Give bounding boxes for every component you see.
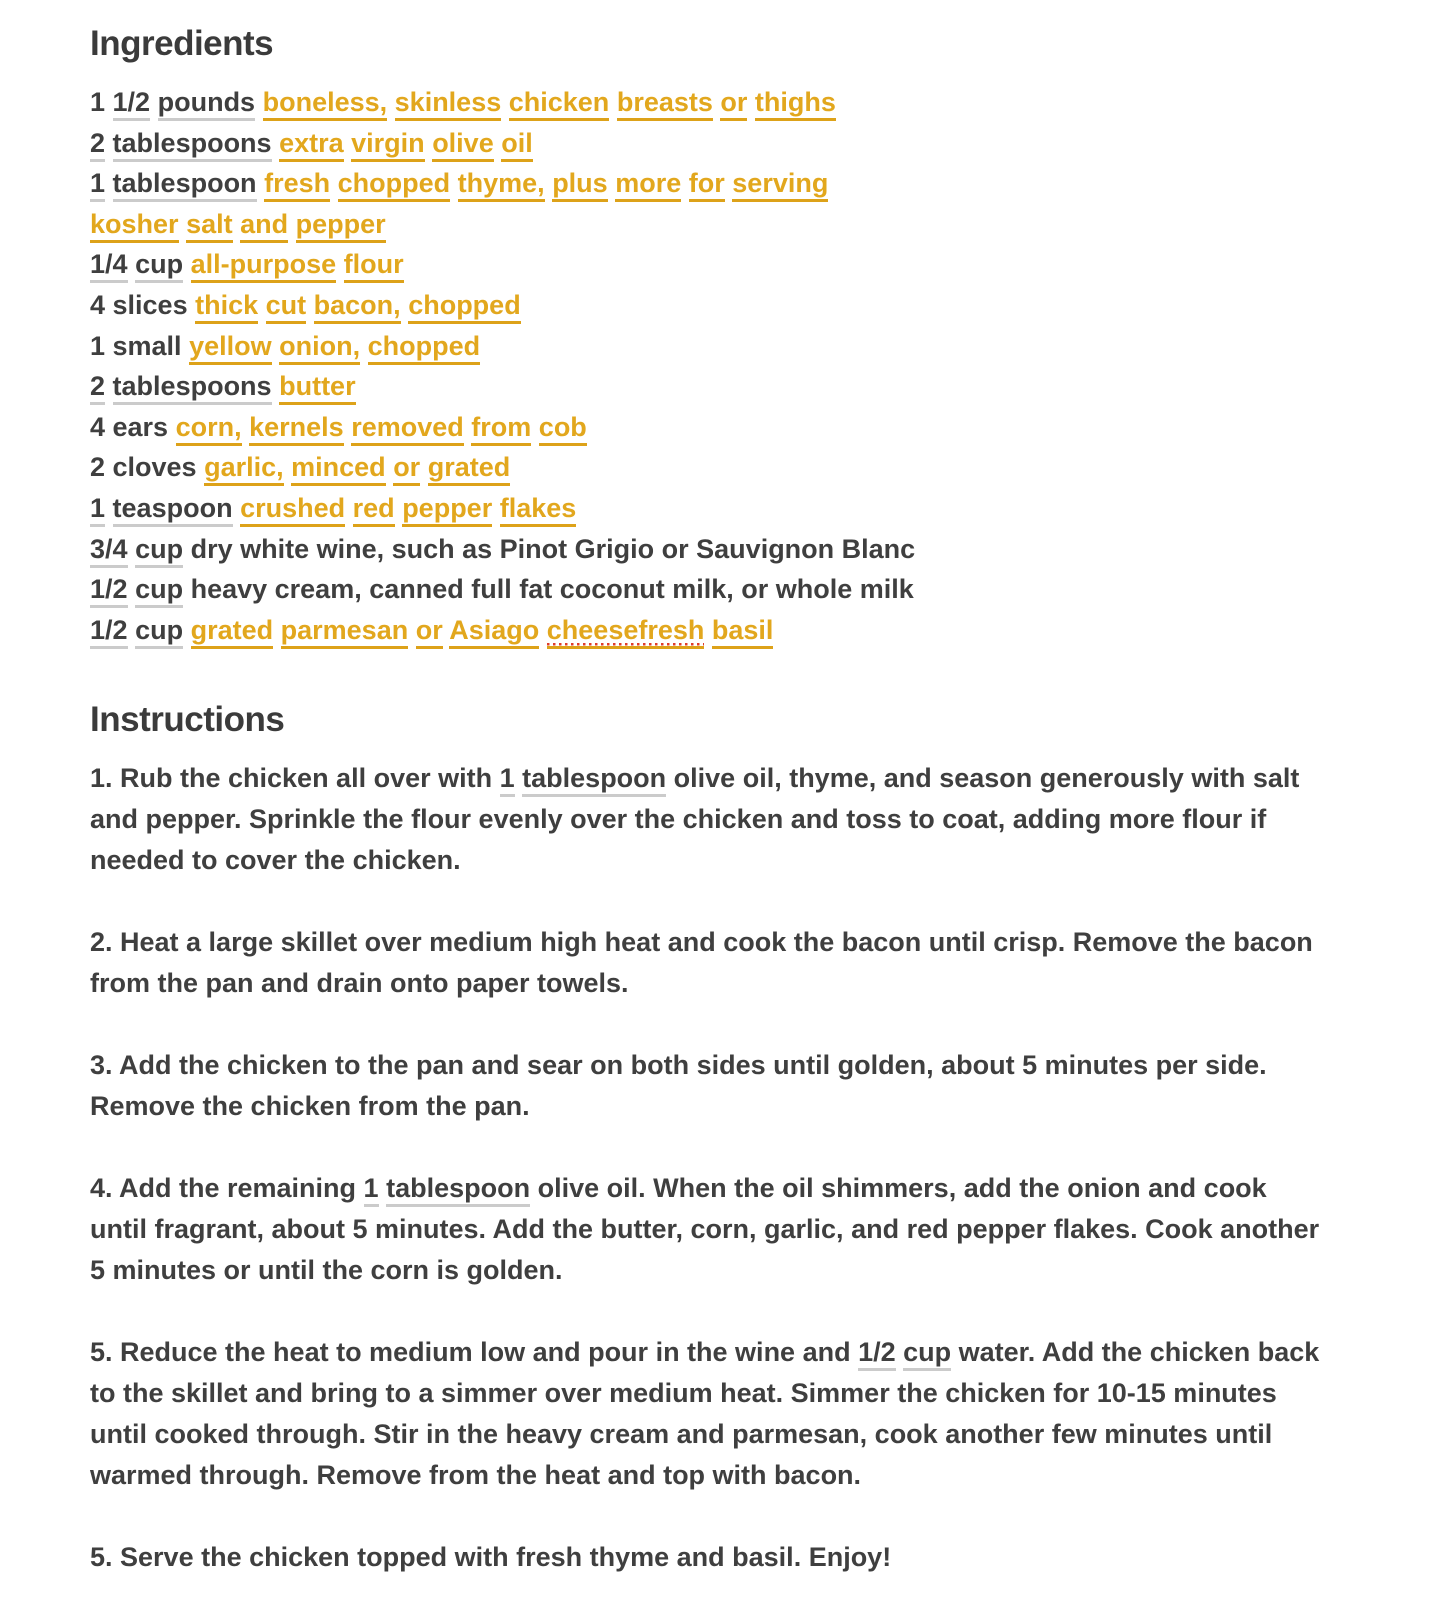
quantity-converter[interactable]: 2 [90, 371, 105, 405]
instructions-steps [90, 758, 1322, 1578]
ingredient-link[interactable]: onion, [279, 331, 360, 365]
ingredient-item: 4 ears corn, kernels removed from cob [90, 407, 1322, 448]
quantity-converter[interactable]: 1/2 [90, 574, 128, 608]
quantity-converter[interactable]: 2 [90, 128, 105, 162]
ingredient-link[interactable]: salt [186, 209, 233, 243]
ingredient-item [90, 163, 1322, 204]
ingredient-link[interactable]: pepper [296, 209, 386, 243]
instructions-heading: Instructions [90, 700, 285, 740]
quantity-converter[interactable]: tablespoon [386, 1173, 530, 1207]
ingredient-link[interactable]: garlic, [204, 452, 284, 486]
quantity-converter[interactable]: 1/2 [113, 87, 151, 121]
ingredient-link[interactable]: bacon, [314, 290, 401, 324]
ingredient-link[interactable]: flour [344, 249, 404, 283]
quantity-converter[interactable]: 3/4 [90, 534, 128, 568]
ingredient-link[interactable]: and [240, 209, 288, 243]
ingredient-item [90, 123, 1322, 164]
ingredient-item: 4 slices thick cut bacon, chopped [90, 285, 1322, 326]
ingredient-item: 1 1/2 pounds boneless, skinless chicken breasts or thighs [90, 82, 1322, 123]
quantity-converter[interactable]: pounds [158, 87, 255, 121]
ingredient-link[interactable]: grated [428, 452, 511, 486]
instruction-step: 4. Add the remaining 1 tablespoon olive oil. When the oil shimmers, add the onion and cook until fragrant, about 5 minutes. Add the butter, corn, garlic, and red pepper flakes. Cook another 5 minutes or until the corn is golden. [90, 1173, 1320, 1286]
ingredient-link[interactable]: thick [195, 290, 258, 324]
ingredient-link[interactable]: extra [279, 128, 344, 162]
quantity-converter[interactable]: 1/2 [90, 615, 128, 649]
instruction-step: 5. Serve the chicken topped with fresh thyme and basil. Enjoy! [90, 1542, 892, 1573]
ingredient-link[interactable]: boneless, [263, 87, 388, 121]
ingredient-item: 2 cloves garlic, minced or grated [90, 447, 1322, 488]
ingredient-link[interactable]: red [353, 493, 395, 527]
ingredient-link[interactable]: or [720, 87, 747, 121]
ingredient-link[interactable]: cob [539, 412, 587, 446]
quantity-converter[interactable]: 1/4 [90, 249, 128, 283]
ingredient-link[interactable]: virgin [351, 128, 425, 162]
ingredient-link-misspelled[interactable]: cheesefresh [547, 615, 705, 649]
ingredient-link[interactable]: breasts [617, 87, 713, 121]
ingredient-link[interactable]: more [615, 168, 681, 202]
ingredient-link[interactable]: from [471, 412, 531, 446]
ingredient-link[interactable]: Asiago [449, 615, 539, 649]
ingredient-link[interactable]: chopped [368, 331, 481, 365]
quantity-converter[interactable]: cup [903, 1337, 951, 1371]
ingredient-link[interactable]: cut [266, 290, 307, 324]
ingredient-link[interactable]: pepper [402, 493, 492, 527]
ingredient-link[interactable]: kernels [249, 412, 344, 446]
instruction-step: 5. Reduce the heat to medium low and pour in the wine and 1/2 cup water. Add the chicken back to the skillet and bring to a simmer over medium heat. Simmer the chicken for 10-15 minutes until cooked through. Stir in the heavy cream and parmesan, cook another few minutes until warmed through. Remove from the heat and top with bacon. [90, 1337, 1320, 1491]
ingredient-item [90, 488, 1322, 529]
quantity-converter[interactable]: teaspoon [113, 493, 233, 527]
quantity-converter[interactable]: 1/2 [858, 1337, 896, 1371]
ingredients-list [90, 82, 1322, 650]
ingredient-item [90, 244, 1322, 285]
instruction-step: 1. Rub the chicken all over with 1 tablespoon olive oil, thyme, and season generously with salt and pepper. Sprinkle the flour evenly over the chicken and toss to coat, adding more flour if needed to cover the chicken. [90, 763, 1300, 876]
ingredients-heading: Ingredients [90, 24, 274, 63]
ingredient-link[interactable]: thighs [755, 87, 836, 121]
ingredient-item: 3/4 cup dry white wine, such as Pinot Grigio or Sauvignon Blanc [90, 529, 1322, 570]
quantity-converter[interactable]: cup [135, 249, 183, 283]
quantity-converter[interactable]: 1 [90, 493, 105, 527]
ingredient-item [90, 204, 1322, 245]
ingredient-link[interactable]: fresh [264, 168, 330, 202]
quantity-converter[interactable]: tablespoons [113, 371, 272, 405]
ingredient-link[interactable]: or [393, 452, 420, 486]
ingredient-link[interactable]: corn, [176, 412, 242, 446]
ingredient-link[interactable]: for [689, 168, 725, 202]
quantity-converter[interactable]: cup [135, 574, 183, 608]
ingredient-link[interactable]: olive [432, 128, 494, 162]
ingredient-item: 1 small yellow onion, chopped [90, 326, 1322, 367]
ingredient-link[interactable]: thyme, [458, 168, 545, 202]
ingredient-item: 1/2 cup heavy cream, canned full fat coconut milk, or whole milk [90, 569, 1322, 610]
ingredient-link[interactable]: minced [291, 452, 386, 486]
quantity-converter[interactable]: 1 [90, 168, 105, 202]
ingredient-link[interactable]: chicken [509, 87, 610, 121]
quantity-converter[interactable]: tablespoon [113, 168, 257, 202]
ingredient-link[interactable]: crushed [240, 493, 345, 527]
ingredient-link[interactable]: skinless [395, 87, 502, 121]
ingredient-link[interactable]: kosher [90, 209, 179, 243]
ingredient-link[interactable]: grated [191, 615, 274, 649]
ingredient-link[interactable]: butter [279, 371, 356, 405]
ingredient-link[interactable]: chopped [338, 168, 451, 202]
quantity-converter[interactable]: 1 [500, 763, 515, 797]
quantity-converter[interactable]: tablespoons [113, 128, 272, 162]
instruction-step: 3. Add the chicken to the pan and sear on both sides until golden, about 5 minutes per side. Remove the chicken from the pan. [90, 1050, 1267, 1122]
ingredient-link[interactable]: parmesan [281, 615, 409, 649]
quantity-converter[interactable]: cup [135, 615, 183, 649]
ingredient-link[interactable]: oil [501, 128, 533, 162]
ingredient-item [90, 610, 1322, 651]
ingredient-link[interactable]: chopped [408, 290, 521, 324]
ingredient-link[interactable]: removed [351, 412, 464, 446]
ingredient-link[interactable]: plus [552, 168, 608, 202]
ingredient-link[interactable]: flakes [500, 493, 577, 527]
ingredient-link[interactable]: yellow [189, 331, 272, 365]
ingredient-item [90, 366, 1322, 407]
ingredient-link[interactable]: basil [712, 615, 774, 649]
quantity-converter[interactable]: cup [135, 534, 183, 568]
quantity-converter[interactable]: tablespoon [522, 763, 666, 797]
instruction-step: 2. Heat a large skillet over medium high heat and cook the bacon until crisp. Remove the bacon from the pan and drain onto paper towels. [90, 927, 1313, 999]
ingredient-link[interactable]: all-purpose [191, 249, 337, 283]
ingredient-link[interactable]: serving [732, 168, 828, 202]
quantity-converter[interactable]: 1 [364, 1173, 379, 1207]
ingredient-link[interactable]: or [416, 615, 443, 649]
